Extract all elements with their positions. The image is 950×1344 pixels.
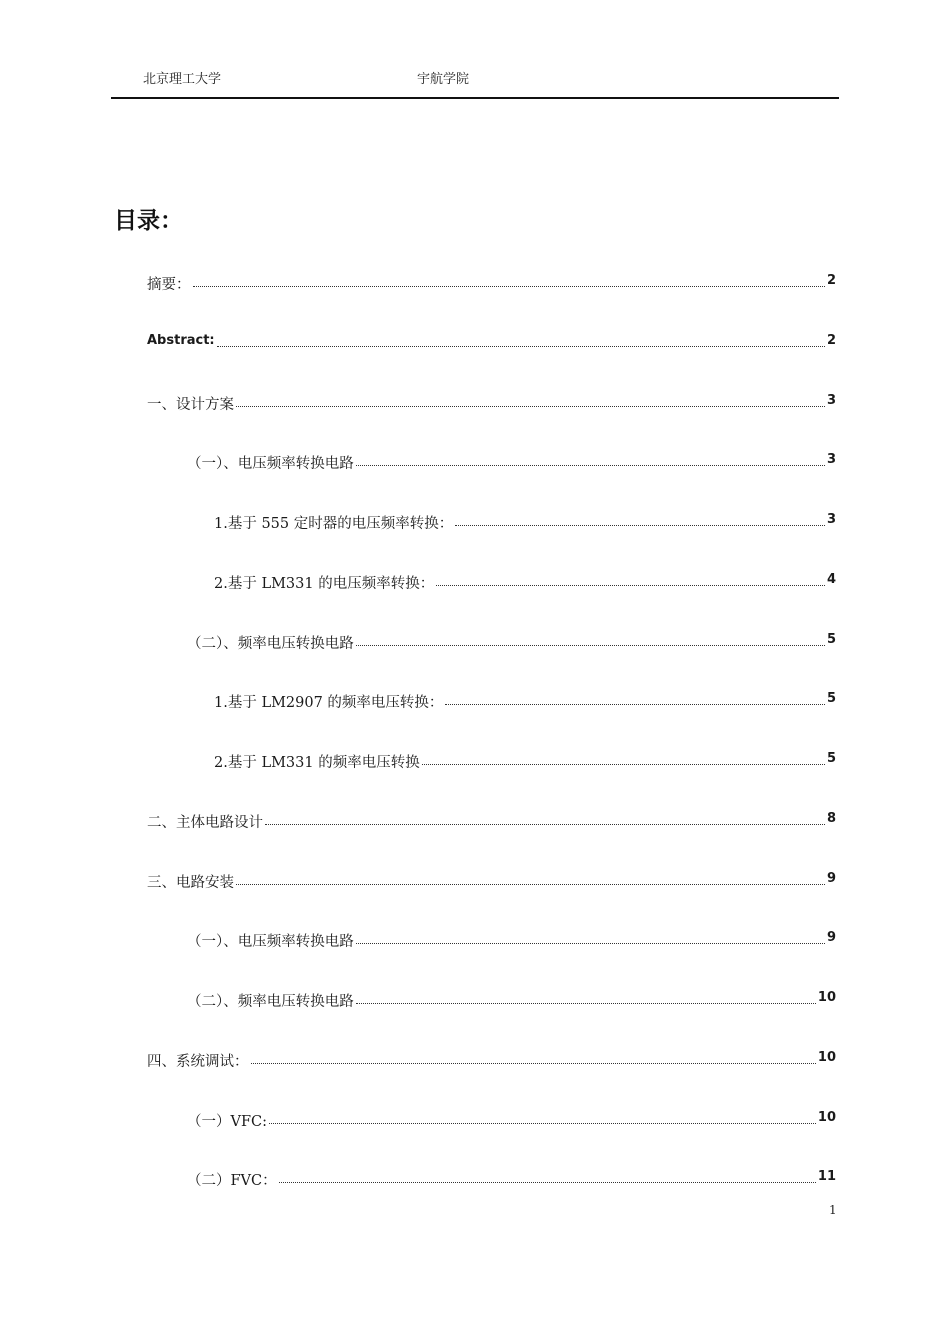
toc-dot-leader: [251, 1050, 816, 1064]
toc-entry-page: 10: [817, 1049, 836, 1065]
toc-entry-page: 11: [817, 1169, 836, 1185]
toc-dot-leader: [279, 1169, 816, 1183]
toc-dot-leader: [269, 1110, 816, 1124]
toc-entry[interactable]: [0, 564, 950, 624]
toc-entry-label: （一）、电压频率转换电路: [187, 934, 354, 951]
toc-entry[interactable]: [0, 265, 950, 325]
toc-entry[interactable]: [0, 922, 950, 982]
toc-entry-page: 2: [826, 273, 836, 288]
toc-entry-page: 10: [817, 1109, 836, 1125]
toc-entry-label: （一）、电压频率转换电路: [187, 456, 354, 473]
toc-dot-leader: [356, 930, 825, 944]
toc-entry-page: 4: [826, 571, 836, 587]
toc-dot-leader: [236, 393, 825, 407]
toc-entry-label: 摘要：: [147, 277, 191, 293]
toc-entry[interactable]: [0, 624, 950, 684]
toc-entry-page: 9: [826, 870, 836, 886]
toc-entry[interactable]: [0, 1161, 950, 1221]
toc-entry[interactable]: [0, 444, 950, 504]
toc-entry[interactable]: [0, 683, 950, 743]
toc-entry[interactable]: [0, 385, 950, 445]
toc-entry[interactable]: [0, 982, 950, 1042]
header-rule: [111, 97, 839, 99]
toc-dot-leader: [422, 751, 825, 765]
toc-entry-label: 四、系统调试：: [147, 1053, 249, 1070]
toc-entry-label: （二）、频率电压转换电路: [187, 994, 354, 1010]
toc-dot-leader: [445, 691, 825, 705]
toc-entry-page: 10: [817, 990, 836, 1005]
toc-entry-label: （二）FVC：: [187, 1173, 277, 1190]
table-of-contents: [0, 265, 950, 1221]
header-school: 宇航学院: [417, 72, 470, 87]
toc-entry[interactable]: [0, 1042, 950, 1102]
toc-entry-label: （一）VFC:: [187, 1113, 268, 1130]
toc-entry[interactable]: [0, 504, 950, 564]
toc-dot-leader: [356, 990, 816, 1004]
toc-entry-page: 9: [826, 930, 836, 946]
toc-dot-leader: [356, 632, 825, 646]
toc-dot-leader: [236, 871, 825, 885]
toc-dot-leader: [265, 811, 825, 825]
toc-entry[interactable]: [0, 863, 950, 923]
page-number: 1: [829, 1203, 837, 1217]
toc-entry-page: 5: [826, 691, 836, 707]
toc-entry-label: 1.基于 555 定时器的电压频率转换：: [214, 516, 454, 532]
toc-entry-page: 8: [826, 810, 836, 826]
toc-title: 目录：: [114, 208, 183, 234]
toc-entry-label: 2.基于 LM331 的频率电压转换: [214, 755, 420, 771]
toc-entry[interactable]: [0, 325, 950, 385]
toc-entry-page: 3: [826, 452, 836, 468]
header-university: 北京理工大学: [143, 72, 222, 87]
toc-entry[interactable]: [0, 743, 950, 803]
toc-entry-page: 3: [826, 512, 836, 527]
toc-entry-page: 3: [826, 392, 836, 408]
toc-entry[interactable]: [0, 1102, 950, 1162]
toc-entry-label: 一、设计方案: [147, 396, 234, 413]
toc-entry-label: 二、主体电路设计: [147, 814, 263, 831]
toc-dot-leader: [455, 512, 825, 526]
toc-entry[interactable]: [0, 803, 950, 863]
toc-entry-label: 三、电路安装: [147, 874, 234, 891]
toc-dot-leader: [436, 572, 825, 586]
toc-dot-leader: [193, 273, 825, 287]
toc-dot-leader: [356, 452, 825, 466]
toc-entry-label: Abstract:: [147, 332, 215, 348]
toc-entry-page: 5: [826, 631, 836, 647]
toc-entry-page: 5: [826, 751, 836, 766]
toc-entry-label: （二）、频率电压转换电路: [187, 635, 354, 652]
toc-entry-page: 2: [826, 332, 836, 348]
toc-entry-label: 2.基于 LM331 的电压频率转换：: [214, 575, 435, 592]
toc-dot-leader: [217, 333, 825, 347]
toc-entry-label: 1.基于 LM2907 的频率电压转换：: [214, 695, 444, 712]
